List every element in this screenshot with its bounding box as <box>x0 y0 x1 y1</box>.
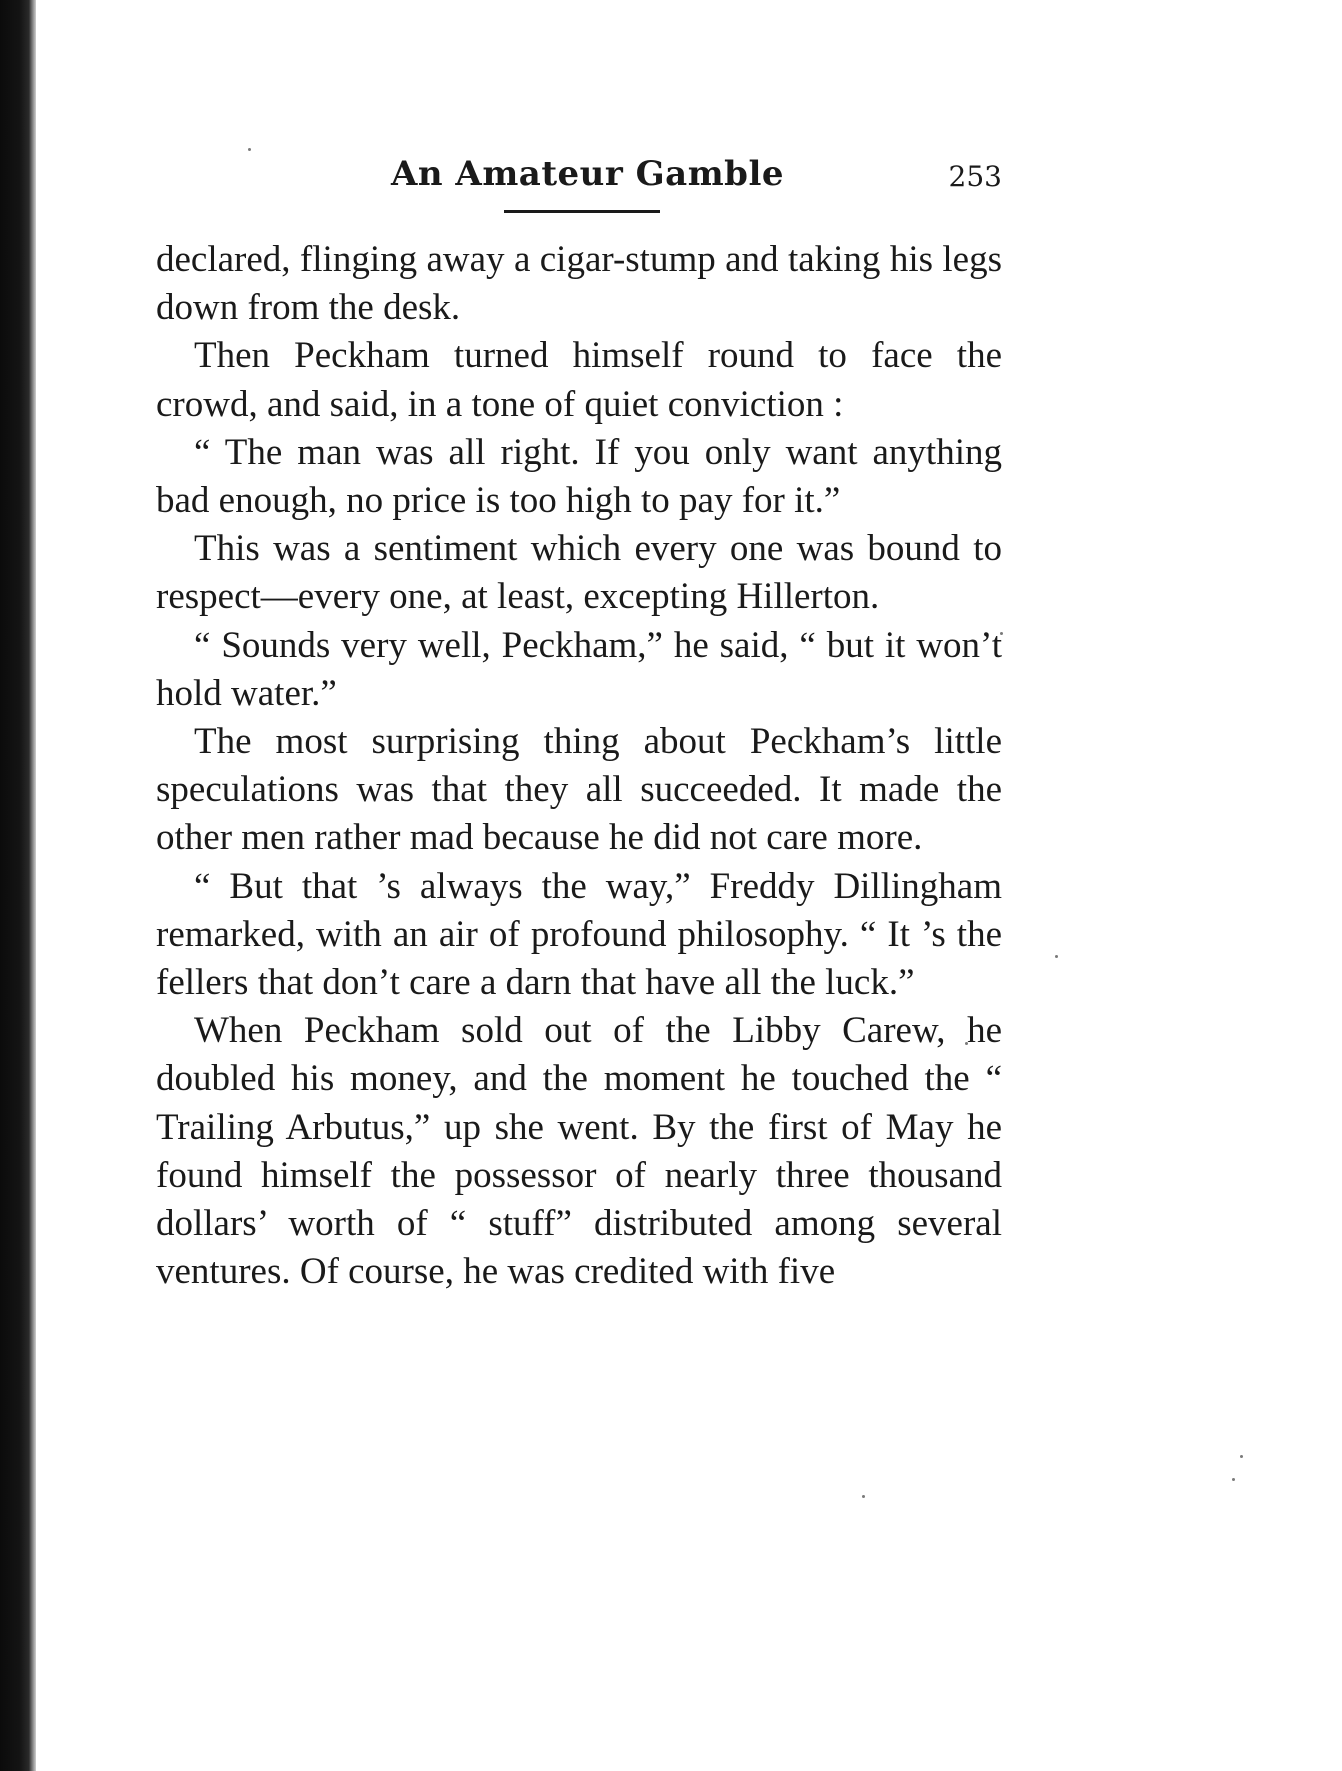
page-number: 253 <box>948 160 1002 193</box>
paragraph: When Peckham sold out of the Libby Carew, he doubled his money, and the moment he touched the “ Trailing Arbutus,” up she went. By the first of May he found himself the possessor of nearly three thousand dollars’ worth of “ stuff” distributed among several ventures. Of course, he was credited with five <box>156 1010 1002 1293</box>
paper-speck <box>1055 955 1058 958</box>
paper-speck <box>862 1495 865 1498</box>
book-spine-edge <box>0 0 36 1771</box>
paragraph: “ Sounds very well, Peckham,” he said, “ but it won’t hold water.” <box>156 624 1002 714</box>
paper-speck <box>1240 1455 1243 1458</box>
paragraph: declared, flinging away a cigar-stump and taking his legs down from the desk. <box>156 239 1002 329</box>
paragraph: This was a sentiment which every one was bound to respect—every one, at least, excepting Hillerton. <box>156 528 1002 618</box>
paragraph: “ The man was all right. If you only want anything bad enough, no price is too high to pay for it.” <box>156 431 1002 522</box>
running-title: An Amateur Gamble <box>391 154 784 194</box>
title-rule <box>504 210 660 213</box>
body-text <box>156 236 1002 1296</box>
paragraph: Then Peckham turned himself round to face the crowd, and said, in a tone of quiet conviction : <box>156 335 1002 425</box>
running-header <box>156 150 1002 230</box>
paper-speck <box>1232 1478 1235 1481</box>
paragraph: The most surprising thing about Peckham’s little speculations was that they all succeeded. It made the other men rather mad because he did not care more. <box>156 721 1002 859</box>
paragraph: “ But that ’s always the way,” Freddy Dillingham remarked, with an air of profound philosophy. “ It ’s the fellers that don’t care a darn that have all the luck.” <box>156 865 1002 1004</box>
